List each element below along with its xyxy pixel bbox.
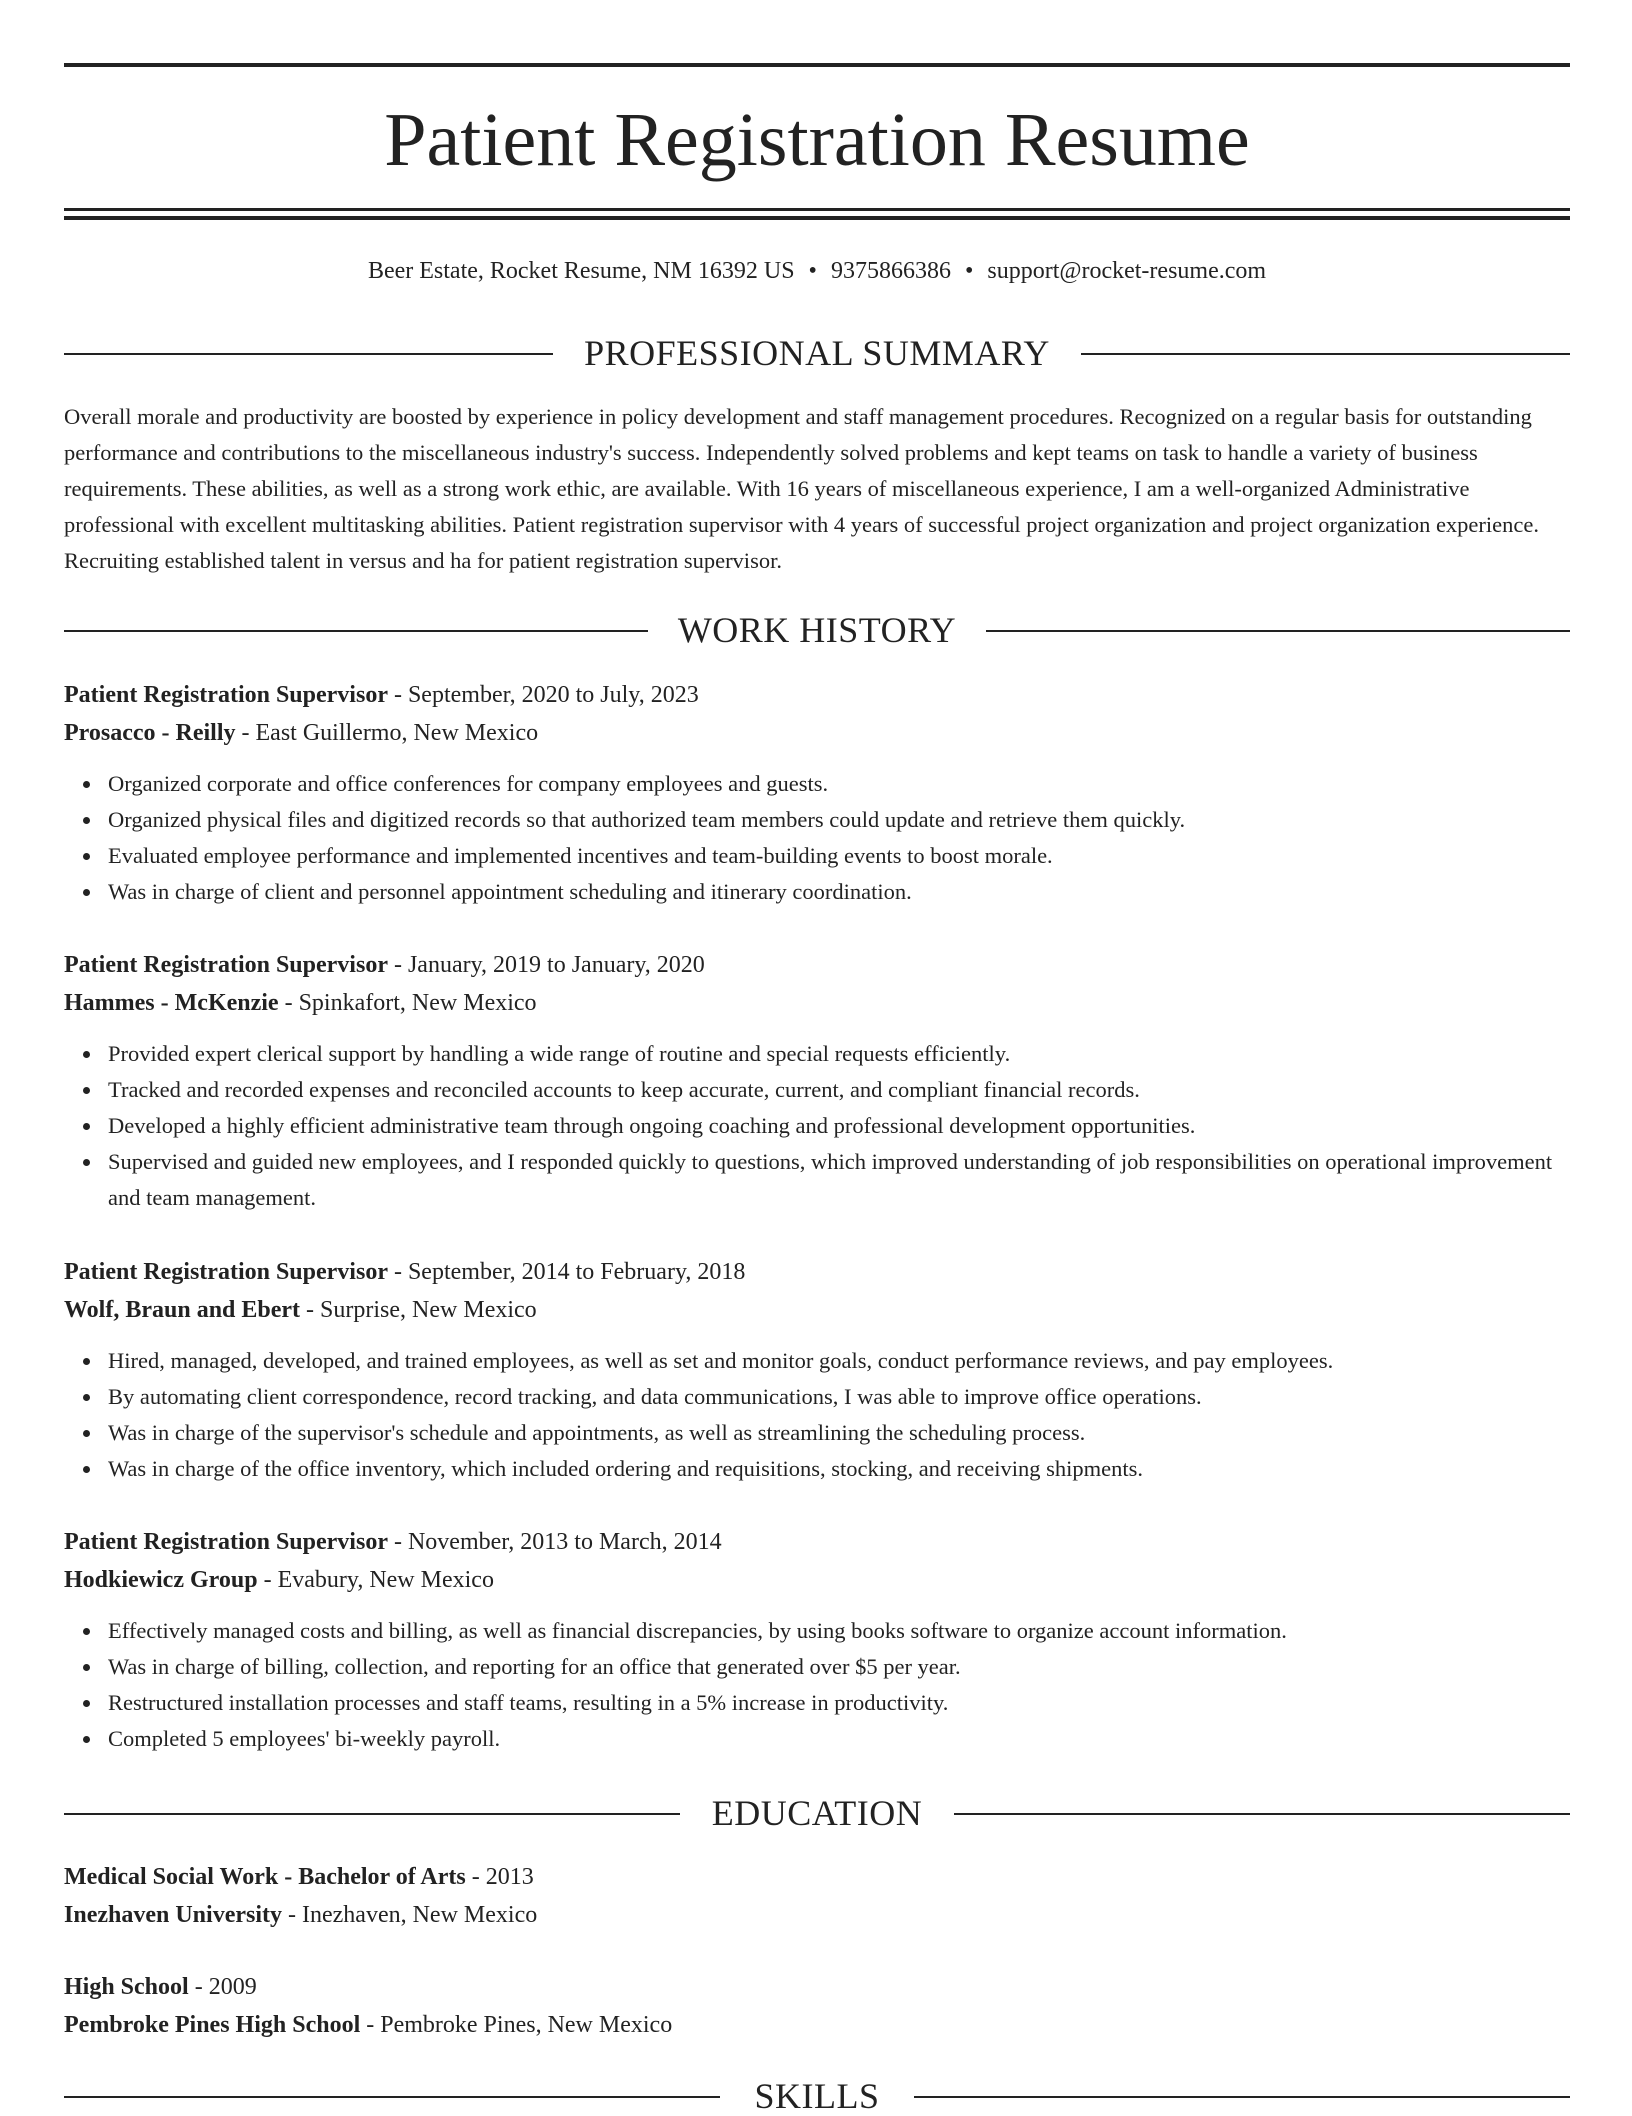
job-bullet: Effectively managed costs and billing, as well as financial discrepancies, by using books software to organize account information. [108, 1613, 1570, 1649]
contact-separator: • [808, 258, 817, 284]
job-bullet: Completed 5 employees' bi-weekly payroll. [108, 1721, 1570, 1757]
summary-text: Overall morale and productivity are boosted by experience in policy development and staff management procedures. Recognized on a regular basis for outstanding performance and contributions to the miscellaneous industry's success. Independently solved problems and kept teams on task to handle a variety of business requirements. These abilities, as well as a strong work ethic, are available. With 16 years of miscellaneous experience, I am a well-organized Administrative professional with excellent multitasking abilities. Patient registration supervisor with 4 years of successful project organization and project organization experience. Recruiting established talent in versus and ha for patient registration supervisor. [64, 404, 1539, 573]
top-rule [64, 63, 1570, 67]
job-location: - East Guillermo, New Mexico [235, 720, 539, 746]
contact-address: Beer Estate, Rocket Resume, NM 16392 US [367, 258, 795, 284]
job-bullet: Evaluated employee performance and implemented incentives and team-building events to boost morale. [108, 838, 1570, 874]
education-year: - 2013 [465, 1864, 534, 1890]
job-entry [64, 1253, 1570, 1487]
education-school: Inezhaven University [64, 1902, 282, 1928]
contact-separator: • [964, 258, 974, 284]
job-bullet: Organized corporate and office conferences for company employees and guests. [108, 766, 1570, 802]
contact-line [64, 254, 1570, 288]
job-location: - Surprise, New Mexico [300, 1297, 537, 1323]
section-title: EDUCATION [711, 1793, 923, 1833]
education-entry [64, 1968, 1570, 2044]
job-bullets [64, 1343, 1570, 1487]
contact-email: support@rocket-resume.com [987, 258, 1267, 284]
contact-phone: 9375866386 [830, 258, 951, 284]
job-bullet: Was in charge of the supervisor's schedule and appointments, as well as streamlining the scheduling process. [108, 1415, 1570, 1451]
job-bullet: Was in charge of the office inventory, which included ordering and requisitions, stocking, and receiving shipments. [108, 1451, 1570, 1487]
education-degree: High School [64, 1974, 189, 2000]
job-company: Prosacco - Reilly [64, 720, 236, 746]
job-bullets [64, 1036, 1570, 1216]
job-company: Hammes - McKenzie [64, 990, 279, 1016]
job-bullet: By automating client correspondence, record tracking, and data communications, I was able to improve office operations. [108, 1379, 1570, 1415]
section-title: PROFESSIONAL SUMMARY [584, 333, 1050, 373]
job-dates: - January, 2019 to January, 2020 [387, 952, 705, 978]
education-school: Pembroke Pines High School [64, 2012, 361, 2038]
job-dates: - September, 2014 to February, 2018 [387, 1259, 746, 1285]
education-entry [64, 1858, 1570, 1934]
job-title: Patient Registration Supervisor [64, 1259, 388, 1285]
job-bullets [64, 1613, 1570, 1757]
section-title: SKILLS [754, 2076, 880, 2116]
job-title: Patient Registration Supervisor [64, 682, 388, 708]
job-location: - Evabury, New Mexico [257, 1567, 494, 1593]
job-bullet: Provided expert clerical support by handling a wide range of routine and special requests efficiently. [108, 1036, 1570, 1072]
job-entry [64, 676, 1570, 910]
resume-title: Patient Registration Resume [384, 98, 1250, 182]
job-bullet: Tracked and recorded expenses and reconciled accounts to keep accurate, current, and compliant financial records. [108, 1072, 1570, 1108]
education-location: - Inezhaven, New Mexico [282, 1902, 538, 1928]
job-title: Patient Registration Supervisor [64, 952, 388, 978]
job-entry [64, 1523, 1570, 1757]
job-bullets [64, 766, 1570, 910]
job-entry [64, 946, 1570, 1216]
job-bullet: Restructured installation processes and staff teams, resulting in a 5% increase in productivity. [108, 1685, 1570, 1721]
section-title: WORK HISTORY [677, 610, 957, 650]
job-bullet: Supervised and guided new employees, and I responded quickly to questions, which improved understanding of job responsibilities on operational improvement and team management. [108, 1144, 1570, 1216]
job-location: - Spinkafort, New Mexico [278, 990, 537, 1016]
section-professional-summary [64, 333, 1570, 373]
education-year: - 2009 [188, 1974, 257, 2000]
job-dates: - September, 2020 to July, 2023 [387, 682, 699, 708]
section-work-history [64, 610, 1570, 650]
section-skills [64, 2076, 1570, 2116]
job-company: Hodkiewicz Group [64, 1567, 258, 1593]
title-double-rule [64, 208, 1570, 220]
job-bullet: Was in charge of billing, collection, and reporting for an office that generated over $5 per year. [108, 1649, 1570, 1685]
section-education [64, 1793, 1570, 1833]
job-bullet: Organized physical files and digitized records so that authorized team members could update and retrieve them quickly. [108, 802, 1570, 838]
education-degree: Medical Social Work - Bachelor of Arts [64, 1864, 466, 1890]
job-bullet: Was in charge of client and personnel appointment scheduling and itinerary coordination. [108, 874, 1570, 910]
education-location: - Pembroke Pines, New Mexico [360, 2012, 673, 2038]
job-bullet: Developed a highly efficient administrative team through ongoing coaching and professional development opportunities. [108, 1108, 1570, 1144]
job-dates: - November, 2013 to March, 2014 [387, 1529, 722, 1555]
job-company: Wolf, Braun and Ebert [64, 1297, 301, 1323]
job-title: Patient Registration Supervisor [64, 1529, 388, 1555]
job-bullet: Hired, managed, developed, and trained employees, as well as set and monitor goals, conduct performance reviews, and pay employees. [108, 1343, 1570, 1379]
